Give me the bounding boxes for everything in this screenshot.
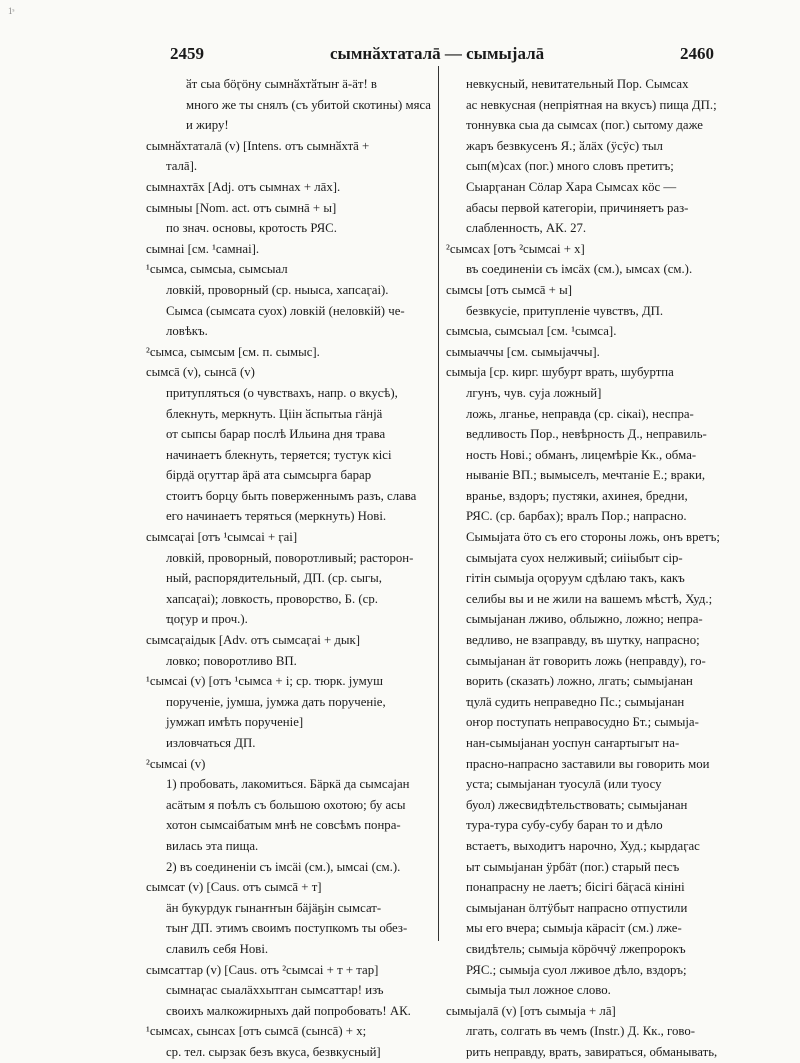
- entry-text-line: по знач. основы, кротость РЯС.: [166, 221, 337, 236]
- entry-headword-line: сымсā (v), сынсā (v): [146, 365, 255, 380]
- entry-text-line: его начинаетъ теряться (меркнуть) Нові.: [166, 509, 387, 524]
- entry-text-line: ӓн букурдук гынаҥҥын бӓјӓҕін сымсат-: [166, 900, 382, 915]
- entry-text-line: порученіе, јумша, јумжа дать порученіе,: [166, 694, 386, 709]
- entry-headword-line: ²сымса, сымсым [см. п. сымыс].: [146, 344, 320, 359]
- entry-headword-line: ²сымсаі (v): [146, 756, 206, 771]
- entry-text-line: рить неправду, врать, завираться, обманывать,: [466, 1044, 718, 1059]
- entry-text-line: вилась эта пища.: [166, 838, 259, 853]
- entry-headword-line: сымнахтāх [Adj. отъ сымнах + лāх].: [146, 179, 341, 194]
- right-column: [446, 74, 732, 1063]
- entry-text-line: нан-сымыјанан уоспун саҥартыгыт на-: [466, 736, 680, 750]
- entry-text-line: вранье, вздоръ; пустяки, ахинея, бредни,: [466, 488, 688, 503]
- entry-text-line: абасы первой категоріи, причиняетъ раз-: [466, 200, 689, 215]
- entry-text-line: невкусный, невитательный Пор. Сымсах: [466, 77, 689, 91]
- entry-text-line: прасно-напрасно заставили вы говорить мои: [466, 756, 710, 771]
- entry-text-line: 2) въ соединеніи съ імсӓі (см.), ымсаі (см.).: [166, 859, 401, 874]
- entry-text-line: нываніе ВП.; вымыселъ, мечтаніе Е.; враки,: [466, 468, 706, 483]
- entry-text-line: талā].: [166, 159, 198, 174]
- entry-text-line: ловкій, проворный, поворотливый; расторон-: [166, 550, 414, 565]
- entry-headword-line: сымсаӷаі [отъ ¹сымсаі + ӷаі]: [146, 530, 298, 545]
- entry-headword-line: сымсыа, сымсыал [см. ¹сымса].: [446, 324, 617, 339]
- entry-headword-line: сымсы [отъ сымсā + ы]: [446, 282, 572, 297]
- entry-headword-line: сымыјалā (v) [отъ сымыја + лā]: [446, 1003, 616, 1018]
- entry-text-line: ловкій, проворный (ср. ныыса, хапсаӷаі).: [166, 282, 389, 297]
- entry-headword-line: сымыаччы [см. сымыјаччы].: [446, 344, 600, 359]
- entry-text-line: ведливость Пор., невѣрность Д., неправиль-: [466, 427, 707, 442]
- entry-text-line: ложь, лганье, неправда (ср. сікаі), неспра-: [466, 406, 694, 421]
- entry-text-line: Сыарӷанан Сӧлар Хара Сымсах кӧс —: [466, 179, 677, 194]
- entry-text-line: ҵулӓ судить неправедно Пс.; сымыјанан: [466, 694, 685, 709]
- entry-text-line: лгунъ, чув. суја ложный]: [466, 385, 602, 400]
- entry-text-line: селибы вы и не жили на вашемъ мѣстѣ, Худ.;: [466, 591, 713, 606]
- entry-text-line: и жиру!: [186, 118, 229, 133]
- entry-text-line: сымыјата суох нелживый; сиііыбыт сір-: [466, 550, 683, 565]
- entry-headword-line: сымсат (v) [Caus. отъ сымсā + т]: [146, 880, 322, 895]
- entry-text-line: мы его вчера; сымыја кӓрасіт (см.) лже-: [466, 921, 682, 936]
- entry-text-line: асӓтым я поѣлъ съ большою охотою; бу асы: [166, 797, 406, 812]
- entry-text-line: много же ты снялъ (съ убитой скотины) мяса: [186, 97, 431, 112]
- left-column: [146, 74, 436, 1063]
- entry-text-line: слабленность, АК. 27.: [466, 221, 587, 236]
- entry-text-line: хотон сымсаібатым мнѣ не совсѣмъ понра-: [166, 818, 401, 833]
- entry-text-line: встаетъ, выходитъ нарочно, Худ.; кырдаӷас: [466, 838, 700, 853]
- entry-text-line: стоитъ борцу быть поверженнымъ разъ, слава: [166, 488, 417, 503]
- entry-text-line: ср. тел. сырзак безъ вкуса, безвкусный]: [166, 1044, 381, 1059]
- entry-text-line: ыт сымыјанан ӱрбӓт (пог.) старый песъ: [466, 859, 680, 874]
- entry-text-line: ворить (сказать) ложно, лгать; сымыјанан: [466, 674, 693, 689]
- entry-text-line: своихъ малкожирныхъ дай попробовать! АК.: [166, 1003, 411, 1018]
- entry-text-line: сымыјанан лживо, облыжно, ложно; непра-: [466, 612, 703, 627]
- entry-text-line: ҵоӷур и проч.).: [166, 612, 248, 627]
- entry-text-line: сымнаӷас сыалӓххытган сымсаттар! изъ: [166, 983, 384, 998]
- entry-text-line: РЯС.; сымыја суол лживое дѣло, вздоръ;: [466, 962, 687, 977]
- entry-text-line: изловчаться ДП.: [166, 736, 256, 750]
- entry-text-line: тоннувка сыа да сымсах (пог.) сытому даже: [466, 118, 703, 133]
- entry-text-line: лгать, солгать въ чемъ (Instr.) Д. Кк., гово-: [466, 1024, 695, 1039]
- entry-headword-line: сымнаі [см. ¹самнаі].: [146, 241, 260, 256]
- entry-text-line: притупляться (о чувствахъ, напр. о вкусѣ),: [166, 385, 398, 400]
- entry-text-line: сымыјанан ӓт говорить ложь (неправду), го-: [466, 653, 706, 668]
- entry-headword-line: ¹сымсах, сынсах [отъ сымсā (сынсā) + х;: [146, 1024, 367, 1039]
- entry-headword-line: сымныы [Nom. act. отъ сымнā + ы]: [146, 200, 337, 215]
- entry-text-line: ный, распорядительный, ДП. (ср. сыгы,: [166, 571, 382, 586]
- entry-text-line: сып(м)сах (пог.) много словъ претитъ;: [466, 159, 674, 174]
- entry-text-line: от сыпсы барар послѣ Ильина дня трава: [166, 427, 386, 442]
- entry-text-line: Сымса (сымсата суох) ловкій (неловкій) че-: [166, 303, 405, 318]
- entry-text-line: сымыјанан ӧлтӱбыт напрасно отпустили: [466, 900, 688, 915]
- entry-text-line: гітін сымыја оӷоруум сдѣлаю такъ, какъ: [466, 571, 685, 586]
- entry-text-line: уста; сымыјанан туосулā (или туосу: [466, 777, 662, 792]
- entry-text-line: ловѣкъ.: [166, 324, 208, 339]
- entry-text-line: хапсаӷаі); ловкость, проворство, Б. (ср.: [166, 591, 378, 606]
- entry-text-line: тура-тура субу-субу баран то и дѣло: [466, 818, 663, 833]
- entry-text-line: въ соединеніи съ імсӓх (см.), ымсах (см.).: [466, 262, 693, 277]
- entry-text-line: безвкусіе, притупленіе чувствъ, ДП.: [466, 303, 664, 318]
- entry-text-line: бірдӓ оӷуттар ӓрӓ ата сымсыргa барар: [166, 468, 372, 483]
- entry-text-line: буол) лжесвидѣтельствовать; сымыјанан: [466, 797, 688, 812]
- entry-text-line: ас невкусная (непріятная на вкусъ) пища ДП.;: [466, 97, 717, 112]
- entry-text-line: начинаетъ блекнуть, теряется; тустук кісі: [166, 447, 392, 462]
- entry-text-line: јумжап имѣть порученіе]: [166, 715, 304, 730]
- entry-text-line: ведливо, не взаправду, въ шутку, напрасно;: [466, 633, 700, 648]
- entry-text-line: жаръ безвкусенъ Я.; ӑлӓх (ӱсӱс) тыл: [466, 138, 663, 153]
- entry-headword-line: сымнӑхтаталā (v) [Intens. отъ сымнӑхтā +: [146, 138, 370, 153]
- entry-text-line: ловко; поворотливо ВП.: [166, 653, 297, 668]
- column-divider: [438, 66, 439, 941]
- entry-headword-line: ¹сымсаі (v) [отъ ¹сымса + і; ср. тюрк. јумуш: [146, 674, 383, 689]
- entry-text-line: ность Нові.; обманъ, лицемѣріе Кк., обма-: [466, 447, 697, 462]
- entry-text-line: РЯС. (ср. барбах); вралъ Пор.; напрасно.: [466, 509, 687, 524]
- running-title: сымнӑхтаталā — сымыјалā: [330, 44, 545, 63]
- right-page-number: 2460: [680, 44, 714, 63]
- entry-text-line: славилъ себя Нові.: [166, 941, 269, 956]
- entry-text-line: Сымыјата ӧто съ его стороны ложь, онъ вретъ;: [466, 530, 720, 545]
- entry-headword-line: ²сымсах [отъ ²сымсаі + х]: [446, 241, 585, 256]
- corner-mark: 1ˢ: [8, 6, 15, 16]
- entry-text-line: 1) пробовать, лакомиться. Бӓркӓ да сымсајан: [166, 777, 410, 792]
- entry-text-line: сымыја тыл ложное слово.: [466, 983, 611, 998]
- entry-text-line: блекнуть, меркнуть. Ціін ӑспытыа гӓнјӓ: [166, 406, 383, 421]
- entry-text-line: понапрасну не лаетъ; бісігі бӓӷасӓ кініні: [466, 880, 685, 895]
- left-page-number: 2459: [170, 44, 204, 63]
- entry-text-line: свидѣтель; сымыја кӧрӧччӱ лжепророкъ: [466, 941, 686, 956]
- entry-headword-line: сымсаттар (v) [Caus. отъ ²сымсаі + т + тар]: [146, 962, 379, 977]
- entry-text-line: оҥор поступать неправосудно Бт.; сымыја-: [466, 715, 699, 730]
- entry-headword-line: сымыја [ср. кирг. шубурт врать, шубуртпа: [446, 365, 674, 380]
- entry-headword-line: сымсаӷаідык [Adv. отъ сымсаӷаі + дык]: [146, 633, 360, 648]
- entry-text-line: ӑт сыа бӧӷӧну сымнӑхтӑтыҥ ӓ-ӓт! в: [186, 77, 377, 91]
- entry-headword-line: ¹сымса, сымсыа, сымсыал: [146, 262, 288, 277]
- entry-text-line: тыҥ ДП. этимъ своимъ поступкомъ ты обез-: [166, 921, 408, 936]
